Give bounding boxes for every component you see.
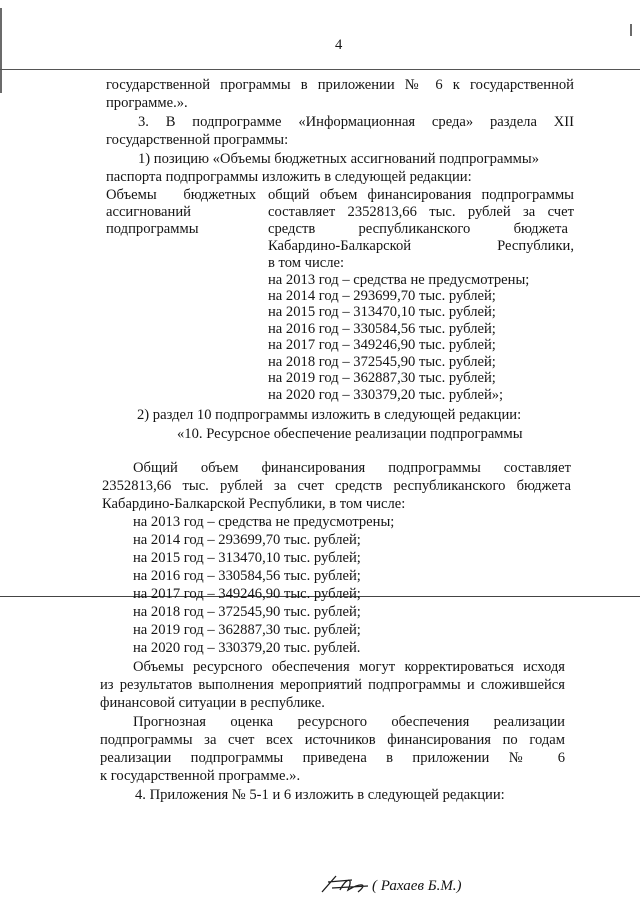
- item-3-heading-cont: государственной программы:: [106, 132, 289, 148]
- passport-value-line: на 2015 год – 313470,10 тыс. рублей;: [268, 304, 496, 320]
- passport-value-line: на 2014 год – 293699,70 тыс. рублей;: [268, 288, 496, 304]
- handwritten-signature: [318, 870, 378, 898]
- year-line: на 2017 год – 349246,90 тыс. рублей;: [133, 586, 361, 602]
- para2-line-2: из результатов выполнения мероприятий подпрограммы и сложившейся: [100, 677, 565, 693]
- subitem-2: 2) раздел 10 подпрограммы изложить в следующей редакции:: [137, 407, 522, 423]
- subitem-1-cont: паспорта подпрограммы изложить в следующей редакции:: [106, 169, 472, 185]
- para3-line-4: к государственной программе.».: [100, 768, 301, 784]
- item-4: 4. Приложения № 5-1 и 6 изложить в следующей редакции:: [135, 787, 505, 803]
- year-line: на 2014 год – 293699,70 тыс. рублей;: [133, 532, 361, 548]
- passport-value-line: на 2013 год – средства не предусмотрены;: [268, 272, 530, 288]
- para1-line-3: Кабардино-Балкарской Республики, в том числе:: [102, 496, 406, 512]
- intro-line-1: государственной программы в приложении № 6 к государственной: [106, 77, 574, 93]
- scan-edge-mark: [0, 8, 2, 93]
- section-title: «10. Ресурсное обеспечение реализации подпрограммы: [177, 426, 523, 442]
- scan-line: [0, 69, 640, 70]
- para2-line-1: Объемы ресурсного обеспечения могут корректироваться исходя: [133, 659, 565, 675]
- year-line: на 2020 год – 330379,20 тыс. рублей.: [133, 640, 361, 656]
- year-line: на 2016 год – 330584,56 тыс. рублей;: [133, 568, 361, 584]
- para3-line-3: реализации подпрограммы приведена в приложении № 6: [100, 750, 565, 766]
- para3-line-2: подпрограммы за счет всех источников финансирования по годам: [100, 732, 565, 748]
- year-line: на 2019 год – 362887,30 тыс. рублей;: [133, 622, 361, 638]
- passport-value-line: в том числе:: [268, 255, 345, 271]
- page-number: 4: [335, 37, 343, 53]
- passport-value-line: составляет 2352813,66 тыс. рублей за счет: [268, 204, 574, 220]
- para2-line-3: финансовой ситуации в республике.: [100, 695, 325, 711]
- year-line: на 2015 год – 313470,10 тыс. рублей;: [133, 550, 361, 566]
- signature-note: ( Рахаев Б.М.): [372, 878, 462, 894]
- passport-label-3: подпрограммы: [106, 221, 199, 237]
- passport-value-line: на 2018 год – 372545,90 тыс. рублей;: [268, 354, 496, 370]
- passport-value-line: на 2019 год – 362887,30 тыс. рублей;: [268, 370, 496, 386]
- passport-label-2: ассигнований: [106, 204, 191, 220]
- passport-value-line: на 2020 год – 330379,20 тыс. рублей»;: [268, 387, 504, 403]
- para1-line-1: Общий объем финансирования подпрограммы составляет: [133, 460, 571, 476]
- para1-line-2: 2352813,66 тыс. рублей за счет средств республиканского бюджета: [102, 478, 571, 494]
- passport-value-line: средств республиканского бюджета: [268, 221, 568, 237]
- passport-value-line: общий объем финансирования подпрограммы: [268, 187, 574, 203]
- scan-edge-mark: [630, 24, 632, 36]
- passport-label-1: Объемы бюджетных: [106, 187, 256, 203]
- passport-value-line: Кабардино-Балкарской Республики,: [268, 238, 574, 254]
- year-line: на 2018 год – 372545,90 тыс. рублей;: [133, 604, 361, 620]
- year-line: на 2013 год – средства не предусмотрены;: [133, 514, 395, 530]
- item-3-heading: 3. В подпрограмме «Информационная среда» раздела XII: [138, 114, 574, 130]
- para3-line-1: Прогнозная оценка ресурсного обеспечения реализации: [133, 714, 565, 730]
- passport-value-line: на 2016 год – 330584,56 тыс. рублей;: [268, 321, 496, 337]
- subitem-1: 1) позицию «Объемы бюджетных ассигнований подпрограммы»: [138, 151, 540, 167]
- passport-value-line: на 2017 год – 349246,90 тыс. рублей;: [268, 337, 496, 353]
- intro-line-2: программе.».: [106, 95, 188, 111]
